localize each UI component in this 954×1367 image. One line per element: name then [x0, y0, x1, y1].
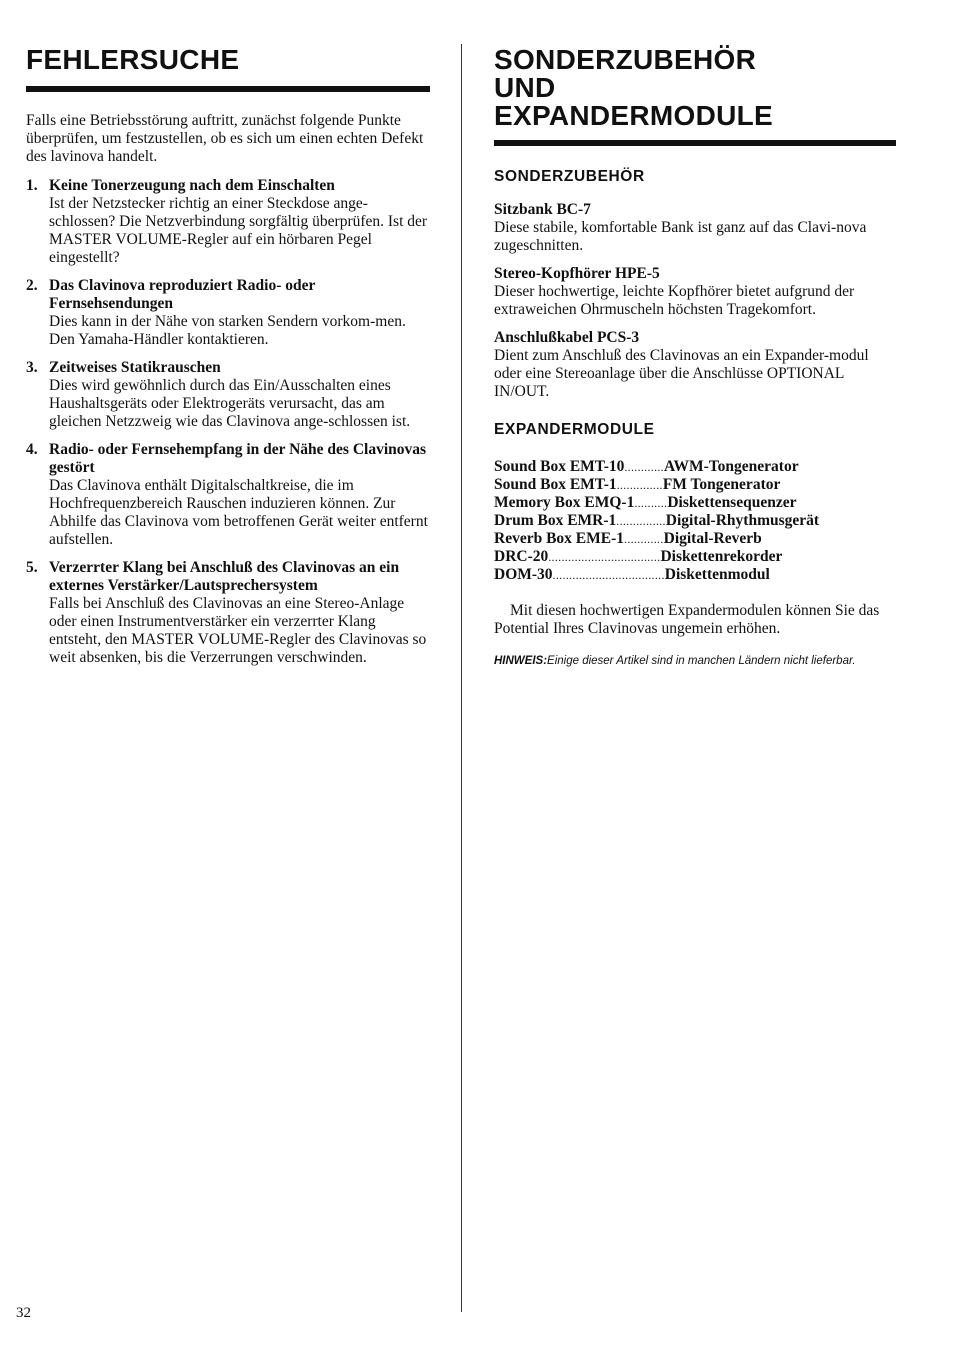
- table-row: [494, 476, 896, 494]
- leader-dots: ..........: [634, 496, 668, 510]
- table-row: [494, 458, 896, 476]
- subheading-expandermodule: EXPANDERMODULE: [494, 421, 655, 438]
- list-item: [26, 359, 430, 431]
- table-row: [494, 566, 896, 584]
- table-row: [494, 548, 896, 566]
- item-number: 5.: [26, 559, 38, 576]
- closing-paragraph: Mit diesen hochwertigen Expandermodulen können Sie das Potential Ihres Clavinovas ungemein erhöhen.: [494, 602, 880, 637]
- note-label: HINWEIS:: [494, 654, 548, 667]
- accessory-body: Dient zum Anschluß des Clavinovas an ein Expander-modul oder eine Stereoanlage über die Anschlüsse OPTIONAL IN/OUT.: [494, 347, 869, 400]
- expander-desc: Diskettenmodul: [664, 566, 770, 583]
- section-title-fehlersuche: FEHLERSUCHE: [26, 44, 240, 75]
- expander-name: DRC-20: [494, 548, 549, 565]
- list-item: [26, 441, 430, 549]
- right-column: [494, 46, 896, 668]
- accessory-title: Stereo-Kopfhörer HPE-5: [494, 265, 660, 282]
- accessory-body: Dieser hochwertige, leichte Kopfhörer bietet aufgrund der extraweichen Ohrmuscheln höchsten Tragekomfort.: [494, 283, 855, 318]
- item-title: Radio- oder Fernsehempfang in der Nähe des Clavinovas gestört: [49, 441, 427, 476]
- accessory-item: [494, 265, 896, 319]
- leader-dots: ..................................: [552, 568, 665, 582]
- leader-dots: ...............: [616, 514, 666, 528]
- note-text: Einige dieser Artikel sind in manchen Ländern nicht lieferbar.: [547, 654, 856, 667]
- item-body: Das Clavinova enthält Digitalschaltkreise, die im Hochfrequenzbereich Rauschen induzieren können. Zur Abhilfe das Clavinova vom betroffenen Gerät weiter entfernt aufstellen.: [49, 477, 428, 548]
- expander-name: Reverb Box EME-1: [494, 530, 625, 547]
- expander-desc: Diskettensequenzer: [667, 494, 797, 511]
- table-row: [494, 530, 896, 548]
- expander-desc: AWM-Tongenerator: [663, 458, 799, 475]
- leader-dots: ..............: [616, 478, 663, 492]
- item-title: Keine Tonerzeugung nach dem Einschalten: [49, 177, 335, 194]
- item-number: 2.: [26, 277, 38, 294]
- section-title-sonderzubehoer: SONDERZUBEHÖR UND EXPANDERMODULE: [494, 44, 774, 131]
- page-number: 32: [16, 1305, 31, 1321]
- table-row: [494, 494, 896, 512]
- item-body: Dies kann in der Nähe von starken Sendern vorkom-men. Den Yamaha-Händler kontaktieren.: [49, 313, 406, 348]
- expander-desc: FM Tongenerator: [662, 476, 781, 493]
- accessory-body: Diese stabile, komfortable Bank ist ganz auf das Clavi-nova zugeschnitten.: [494, 219, 867, 254]
- expander-desc: Digital-Reverb: [663, 530, 762, 547]
- accessory-title: Sitzbank BC-7: [494, 201, 591, 218]
- note: [494, 654, 896, 668]
- troubleshooting-list: [26, 177, 430, 667]
- subheading-sonderzubehoer: SONDERZUBEHÖR: [494, 168, 645, 185]
- table-row: [494, 512, 896, 530]
- item-title: Verzerrter Klang bei Anschluß des Clavinovas an ein externes Verstärker/Lautsprechersystem: [49, 559, 400, 594]
- expander-name: DOM-30: [494, 566, 553, 583]
- list-item: [26, 277, 430, 349]
- item-body: Falls bei Anschluß des Clavinovas an eine Stereo-Anlage oder einen Instrumentverstärker ein verzerrter Klang entsteht, den MASTER VOLUME-Regler des Clavinovas so weit absenken, bis die Verzerrungen verschwinden.: [49, 595, 427, 666]
- expander-name: Memory Box EMQ-1: [494, 494, 635, 511]
- leader-dots: ............: [624, 532, 664, 546]
- intro-paragraph: Falls eine Betriebsstörung auftritt, zunächst folgende Punkte überprüfen, um festzustellen, ob es sich um einen echten Defekt des lavinova handelt.: [26, 112, 424, 165]
- leader-dots: ..................................: [548, 550, 661, 564]
- expander-desc: Diskettenrekorder: [660, 548, 783, 565]
- accessory-title: Anschlußkabel PCS-3: [494, 329, 640, 346]
- expander-desc: Digital-Rhythmusgerät: [665, 512, 820, 529]
- leader-dots: ............: [624, 460, 664, 474]
- accessory-item: [494, 329, 896, 401]
- column-divider: [461, 44, 462, 1312]
- item-title: Zeitweises Statikrauschen: [49, 359, 221, 376]
- left-column: [26, 46, 430, 667]
- item-title: Das Clavinova reproduziert Radio- oder Fernsehsendungen: [49, 277, 316, 312]
- expander-name: Sound Box EMT-10: [494, 458, 625, 475]
- item-number: 1.: [26, 177, 38, 194]
- item-number: 4.: [26, 441, 38, 458]
- item-number: 3.: [26, 359, 38, 376]
- accessory-item: [494, 201, 896, 255]
- expander-name: Drum Box EMR-1: [494, 512, 617, 529]
- list-item: [26, 177, 430, 267]
- title-rule: [26, 86, 430, 92]
- item-body: Ist der Netzstecker richtig an einer Steckdose ange-schlossen? Die Netzverbindung sorgfältig überprüfen. Ist der MASTER VOLUME-Regler auf ein hörbaren Pegel eingestellt?: [49, 195, 428, 266]
- item-body: Dies wird gewöhnlich durch das Ein/Ausschalten eines Haushaltsgeräts oder Elektrogeräts verursacht, das am gleichen Netzzweig wie das Clavinova ange-schlossen ist.: [49, 377, 411, 430]
- title-rule: [494, 140, 896, 146]
- expander-name: Sound Box EMT-1: [494, 476, 617, 493]
- expander-table: [494, 458, 896, 584]
- list-item: [26, 559, 430, 667]
